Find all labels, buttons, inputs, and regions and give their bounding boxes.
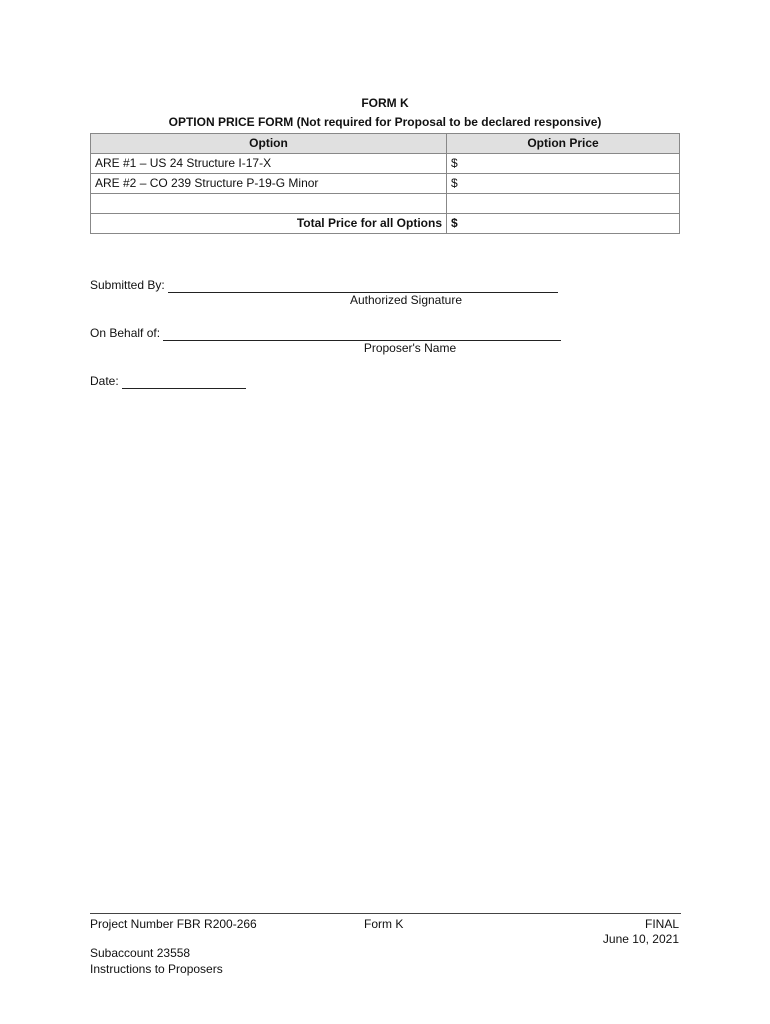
form-subtitle: OPTION PRICE FORM (Not required for Proposal to be declared responsive) [168,115,602,129]
total-row [91,214,680,234]
on-behalf-label: On Behalf of: [90,326,161,340]
option-price-table [90,133,680,234]
price-cell[interactable]: $ [447,174,680,194]
option-cell: ARE #1 – US 24 Structure I-17-X [91,154,447,174]
footer-date: June 10, 2021 [602,932,679,946]
on-behalf-row [90,326,561,341]
footer-instructions: Instructions to Proposers [90,962,223,976]
authorized-signature-caption: Authorized Signature [349,293,463,307]
project-number: Project Number FBR R200-266 [90,917,257,931]
footer-status: FINAL [644,917,679,931]
date-label: Date: [90,374,119,388]
table-header-row [91,134,680,154]
column-header-option: Option [91,134,447,154]
on-behalf-line[interactable] [163,326,561,341]
date-row [90,374,246,389]
table-row [91,194,680,214]
table-row [91,174,680,194]
submitted-by-row [90,278,558,293]
total-price-cell[interactable]: $ [447,214,680,234]
submitted-by-line[interactable] [168,278,558,293]
proposers-name-caption: Proposer's Name [363,341,457,355]
date-line[interactable] [122,374,246,389]
footer-subaccount: Subaccount 23558 [90,946,191,960]
submitted-by-label: Submitted By: [90,278,165,292]
table-row [91,154,680,174]
total-label: Total Price for all Options [91,214,447,234]
column-header-option-price: Option Price [447,134,680,154]
price-cell[interactable]: $ [447,154,680,174]
option-cell[interactable] [91,194,447,214]
footer-divider [90,913,681,914]
footer-form-name: Form K [364,917,404,931]
option-cell: ARE #2 – CO 239 Structure P-19-G Minor [91,174,447,194]
form-title: FORM K [361,96,409,110]
price-cell[interactable] [447,194,680,214]
